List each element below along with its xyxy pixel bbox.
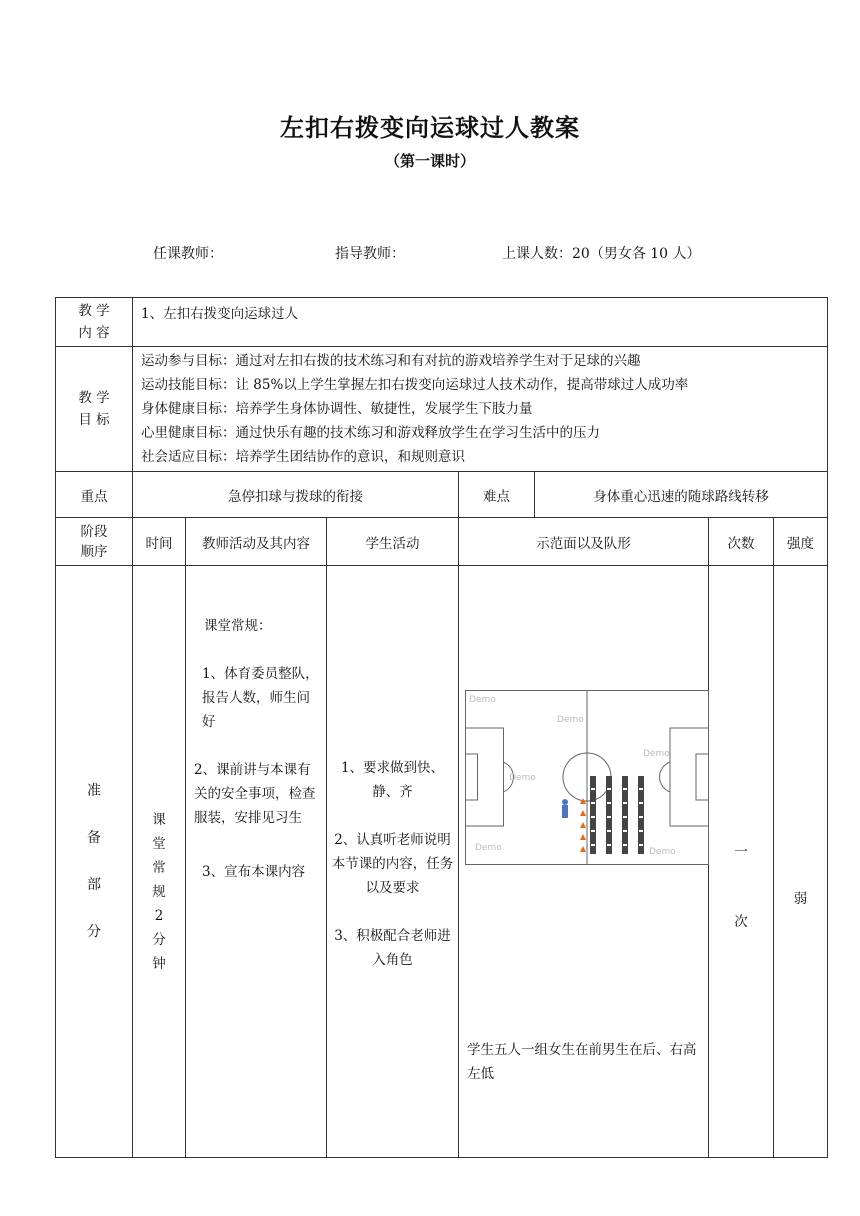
demo-caption: 学生五人一组女生在前男生在后、右高左低 [467, 1042, 697, 1082]
goals-list [133, 347, 828, 472]
student-activity-cell [327, 566, 459, 1158]
header-stage-line: 顺序 [80, 543, 108, 560]
stage-char: 部 [87, 876, 101, 893]
time-char: 2 [154, 907, 164, 924]
time-char: 钟 [152, 955, 166, 972]
teacher-item: 课堂常规： [204, 618, 272, 634]
teacher-item: 3、宣布本课内容 [202, 864, 306, 880]
advisor-field: 指导教师： [335, 246, 405, 262]
difficulty-label: 难点 [459, 472, 535, 518]
stage-cell [56, 566, 133, 1158]
time-char: 分 [152, 931, 166, 948]
demo-watermark: Demo [509, 773, 536, 783]
goals-label-line: 教 学 [78, 390, 110, 406]
goal-item: 运动参与目标：通过对左扣右拨的技术练习和有对抗的游戏培养学生对于足球的兴趣 [141, 353, 641, 369]
count-char: 一 [734, 843, 748, 860]
content-row [56, 298, 828, 347]
count-cell [709, 566, 774, 1158]
teacher-item: 1、体育委员整队，报告人数，师生问好 [202, 666, 319, 730]
teacher-item: 2、课前讲与本课有关的安全事项，检查服装，安排见习生 [194, 762, 316, 826]
preparation-row [56, 566, 828, 1158]
time-char: 规 [152, 883, 166, 900]
content-label-line: 内 容 [78, 325, 110, 341]
time-char: 课 [152, 811, 166, 828]
stage-char: 备 [87, 829, 101, 846]
goals-label [56, 347, 133, 472]
content-text: 1、左扣右拨变向运球过人 [133, 298, 828, 347]
header-stage-line: 阶段 [80, 523, 108, 540]
demo-watermark: Demo [475, 843, 502, 853]
goal-item: 身体健康目标：培养学生身体协调性、敏捷性，发展学生下肢力量 [141, 401, 533, 417]
student-item: 3、积极配合老师进入角色 [334, 928, 451, 968]
time-char: 堂 [152, 835, 166, 852]
demo-watermark: Demo [643, 749, 670, 759]
soccer-field-diagram [465, 690, 709, 865]
demo-cell [459, 566, 709, 1158]
demo-watermark: Demo [469, 695, 496, 705]
time-char: 常 [152, 859, 166, 876]
teacher-activity-cell [186, 566, 327, 1158]
stage-char: 准 [87, 782, 101, 799]
header-intensity: 强度 [774, 518, 828, 566]
intensity-cell: 弱 [774, 566, 828, 1158]
header-teacher: 教师活动及其内容 [186, 518, 327, 566]
time-cell [133, 566, 186, 1158]
document-title: 左扣右拨变向运球过人教案 [280, 113, 580, 142]
content-label-line: 教 学 [78, 303, 110, 319]
student-count-field: 上课人数：20（男女各 10 人） [502, 246, 701, 262]
student-item: 1、要求做到快、静、齐 [340, 760, 445, 800]
demo-watermark: Demo [557, 715, 584, 725]
header-row [56, 518, 828, 566]
lesson-plan-table [55, 297, 828, 1158]
goals-label-line: 目 标 [78, 412, 110, 428]
key-point-label: 重点 [56, 472, 133, 518]
document-subtitle: （第一课时） [384, 152, 475, 170]
student-item: 2、认真听老师说明本节课的内容，任务以及要求 [331, 832, 454, 896]
key-point-text: 急停扣球与拨球的衔接 [133, 472, 459, 518]
header-demo: 示范面以及队形 [459, 518, 709, 566]
teacher-field: 任课教师： [153, 246, 223, 262]
teacher-figure [562, 799, 568, 818]
goal-item: 运动技能目标：让 85%以上学生掌握左扣右拨变向运球过人技术动作，提高带球过人成功率 [141, 377, 689, 393]
content-label [56, 298, 133, 347]
difficulty-text: 身体重心迅速的随球路线转移 [535, 472, 828, 518]
demo-watermark: Demo [649, 847, 676, 857]
header-student: 学生活动 [327, 518, 459, 566]
stage-char: 分 [87, 923, 101, 940]
header-count: 次数 [709, 518, 774, 566]
goals-row [56, 347, 828, 472]
count-char: 次 [734, 913, 748, 930]
header-stage [56, 518, 133, 566]
key-difficulty-row [56, 472, 828, 518]
header-time: 时间 [133, 518, 186, 566]
goal-item: 心里健康目标：通过快乐有趣的技术练习和游戏释放学生在学习生活中的压力 [141, 425, 600, 441]
goal-item: 社会适应目标：培养学生团结协作的意识，和规则意识 [141, 449, 465, 465]
